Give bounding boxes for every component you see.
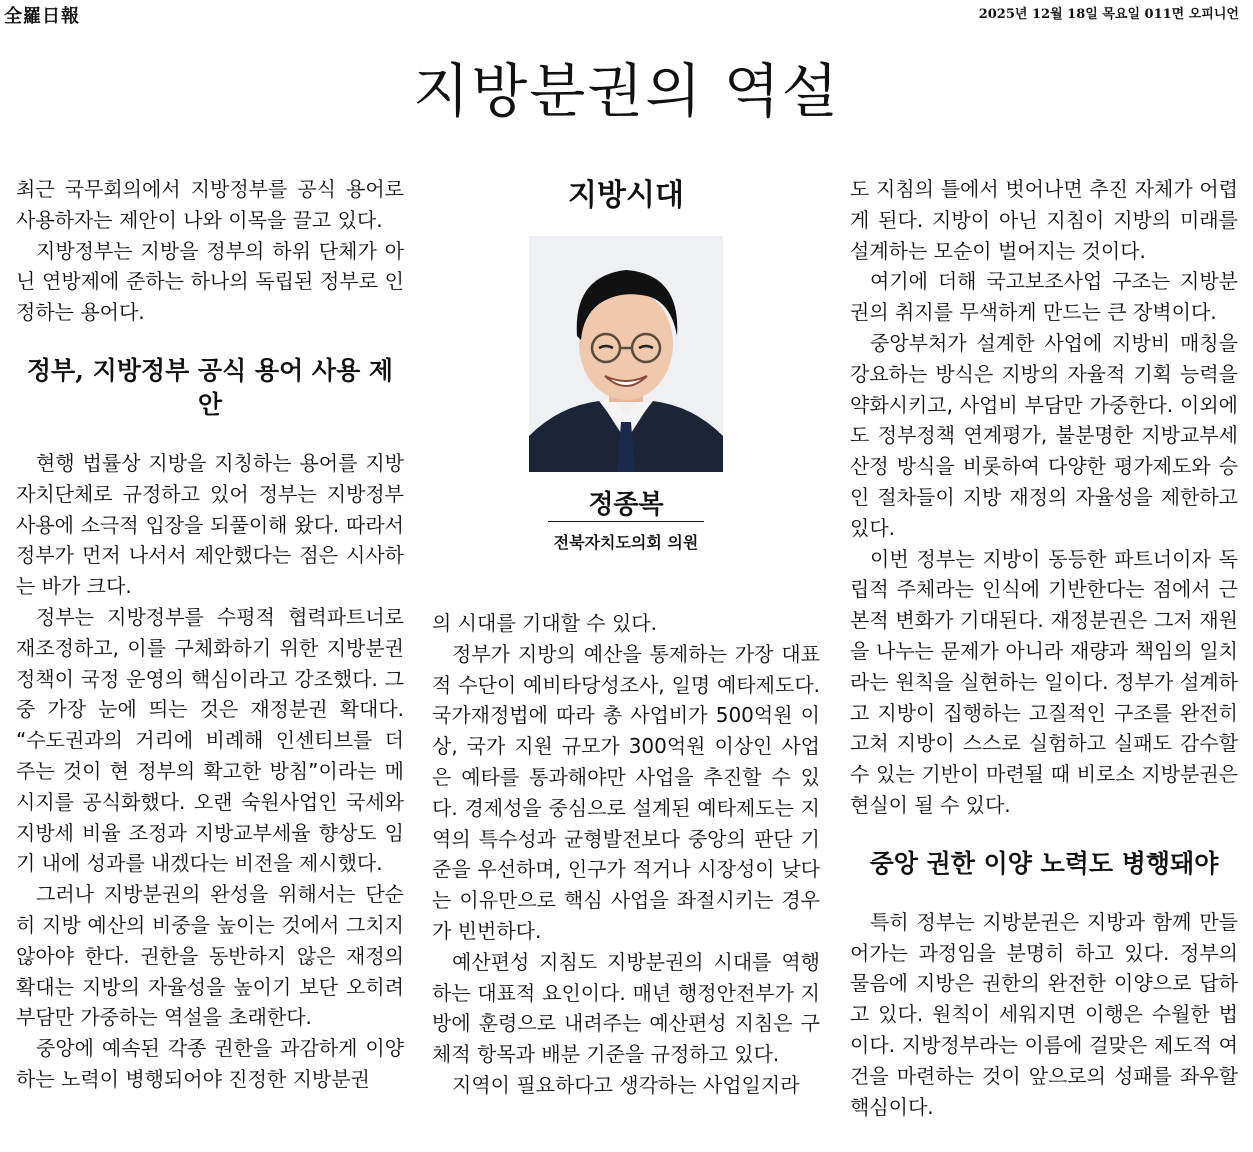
author-photo xyxy=(529,236,723,472)
masthead xyxy=(0,0,1253,26)
paragraph: 도 지침의 틀에서 벗어나면 추진 자체가 어렵게 된다. 지방이 아닌 지침이 지방의 미래를 설계하는 모순이 벌어지는 것이다. xyxy=(850,177,1238,263)
byline-divider xyxy=(548,521,704,522)
paragraph: 특히 정부는 지방분권은 지방과 함께 만들어가는 과정임을 분명히 하고 있다. 정부의 물음에 지방은 권한의 완전한 이양으로 답하고 있다. 원칙이 세워지면 이행은 수월한 법이다. 지방정부라는 이름에 걸맞은 제도적 여건을 마련하는 것이 앞으로의 성패를 좌우할 핵심이다. xyxy=(850,909,1238,1119)
subheading: 중앙 권한 이양 노력도 병행돼야 xyxy=(869,848,1219,878)
article-column-2 xyxy=(432,608,820,1101)
paragraph: 현행 법률상 지방을 지칭하는 용어를 지방자치단체로 규정하고 있어 정부는 지방정부 사용에 소극적 입장을 되풀이해 왔다. 따라서 정부가 먼저 나서서 제안했다는 점은 시사하는 바가 크다. xyxy=(16,450,404,599)
newspaper-logo: 全羅日報 xyxy=(4,6,80,27)
author-title: 전북자치도의회 의원 xyxy=(553,533,699,552)
paragraph: 정부가 지방의 예산을 통제하는 가장 대표적 수단이 예비타당성조사, 일명 예타제도다. 국가재정법에 따라 총 사업비가 500억원 이상, 국가 지원 규모가 300억원 이상인 사업은 예타를 통과해야만 사업을 추진할 수 있다. 경제성을 중심으로 설계된 예타제도는 지역의 특수성과 균형발전보다 중앙의 판단 기준을 우선하며, 인구가 적거나 시장성이 낮다는 이유만으로 핵심 사업을 좌절시키는 경우가 빈번하다. xyxy=(432,641,820,943)
paragraph: 중앙에 예속된 각종 권한을 과감하게 이양하는 노력이 병행되어야 진정한 지방분권 xyxy=(16,1036,404,1091)
paragraph: 지역이 필요하다고 생각하는 사업일지라 xyxy=(452,1072,800,1097)
author-name: 정종복 xyxy=(588,490,664,520)
paragraph: 중앙부처가 설계한 사업에 지방비 매칭을 강요하는 방식은 지방의 자율적 기획 능력을 약화시키고, 사업비 부담만 가중한다. 이외에도 정부정책 연계평가, 불분명한 지방교부세 산정 방식을 비롯하여 다양한 평가제도와 승인 절차들이 지방 재정의 자율성을 제한하고 있다. xyxy=(850,330,1238,540)
article-column-3 xyxy=(850,174,1238,1122)
dateline: 2025년 12월 18일 목요일 011면 오피니언 xyxy=(978,7,1239,22)
paragraph: 지방정부는 지방을 정부의 하위 단체가 아닌 연방제에 준하는 하나의 독립된 정부로 인정하는 용어다. xyxy=(16,238,404,325)
paragraph: 의 시대를 기대할 수 있다. xyxy=(432,611,657,635)
article-column-1 xyxy=(16,174,404,1095)
paragraph: 그러나 지방분권의 완성을 위해서는 단순히 지방 예산의 비중을 높이는 것에서 그치지 않아야 한다. 권한을 동반하지 않은 재정의 확대는 지방의 자율성을 높이기 보단 오히려 부담만 가중하는 역설을 초래한다. xyxy=(16,882,404,1030)
paragraph: 정부는 지방정부를 수평적 협력파트너로 재조정하고, 이를 구체화하기 위한 지방분권 정책이 국정 운영의 핵심이라고 강조했다. 그 중 가장 눈에 띄는 것은 재정분권 확대다. “수도권과의 거리에 비례해 인센티브를 더 주는 것이 현 정부의 확고한 방침”이라는 메시지를 공식화했다. 오랜 숙원사업인 국세와 지방세 비율 조정과 지방교부세율 향상도 임기 내에 성과를 내겠다는 비전을 제시했다. xyxy=(16,604,404,876)
subheading: 정부, 지방정부 공식 용어 사용 제안 xyxy=(26,355,394,419)
paragraph: 여기에 더해 국고보조사업 구조는 지방분권의 취지를 무색하게 만드는 큰 장벽이다. xyxy=(850,269,1238,325)
paragraph: 예산편성 지침도 지방분권의 시대를 역행하는 대표적 요인이다. 매년 행정안전부가 지방에 훈령으로 내려주는 예산편성 지침은 구체적 항목과 배분 기준을 규정하고 있다. xyxy=(432,949,820,1067)
section-tag: 지방시대 xyxy=(568,178,684,213)
paragraph: 최근 국무회의에서 지방정부를 공식 용어로 사용하자는 제안이 나와 이목을 끌고 있다. xyxy=(16,177,404,232)
paragraph: 이번 정부는 지방이 동등한 파트너이자 독립적 주체라는 인식에 기반한다는 점에서 근본적 변화가 기대된다. 재정분권은 그저 재원을 나누는 문제가 아니라 재량과 책임의 일치라는 원칙을 실현하는 일이다. 정부가 설계하고 지방이 집행하는 고질적인 구조를 완전히 고쳐 지방이 스스로 실험하고 실패도 감수할 수 있는 기반이 마련될 때 비로소 지방분권은 현실이 될 수 있다. xyxy=(850,546,1238,817)
page-title: 지방분권의 역설 xyxy=(413,57,840,125)
